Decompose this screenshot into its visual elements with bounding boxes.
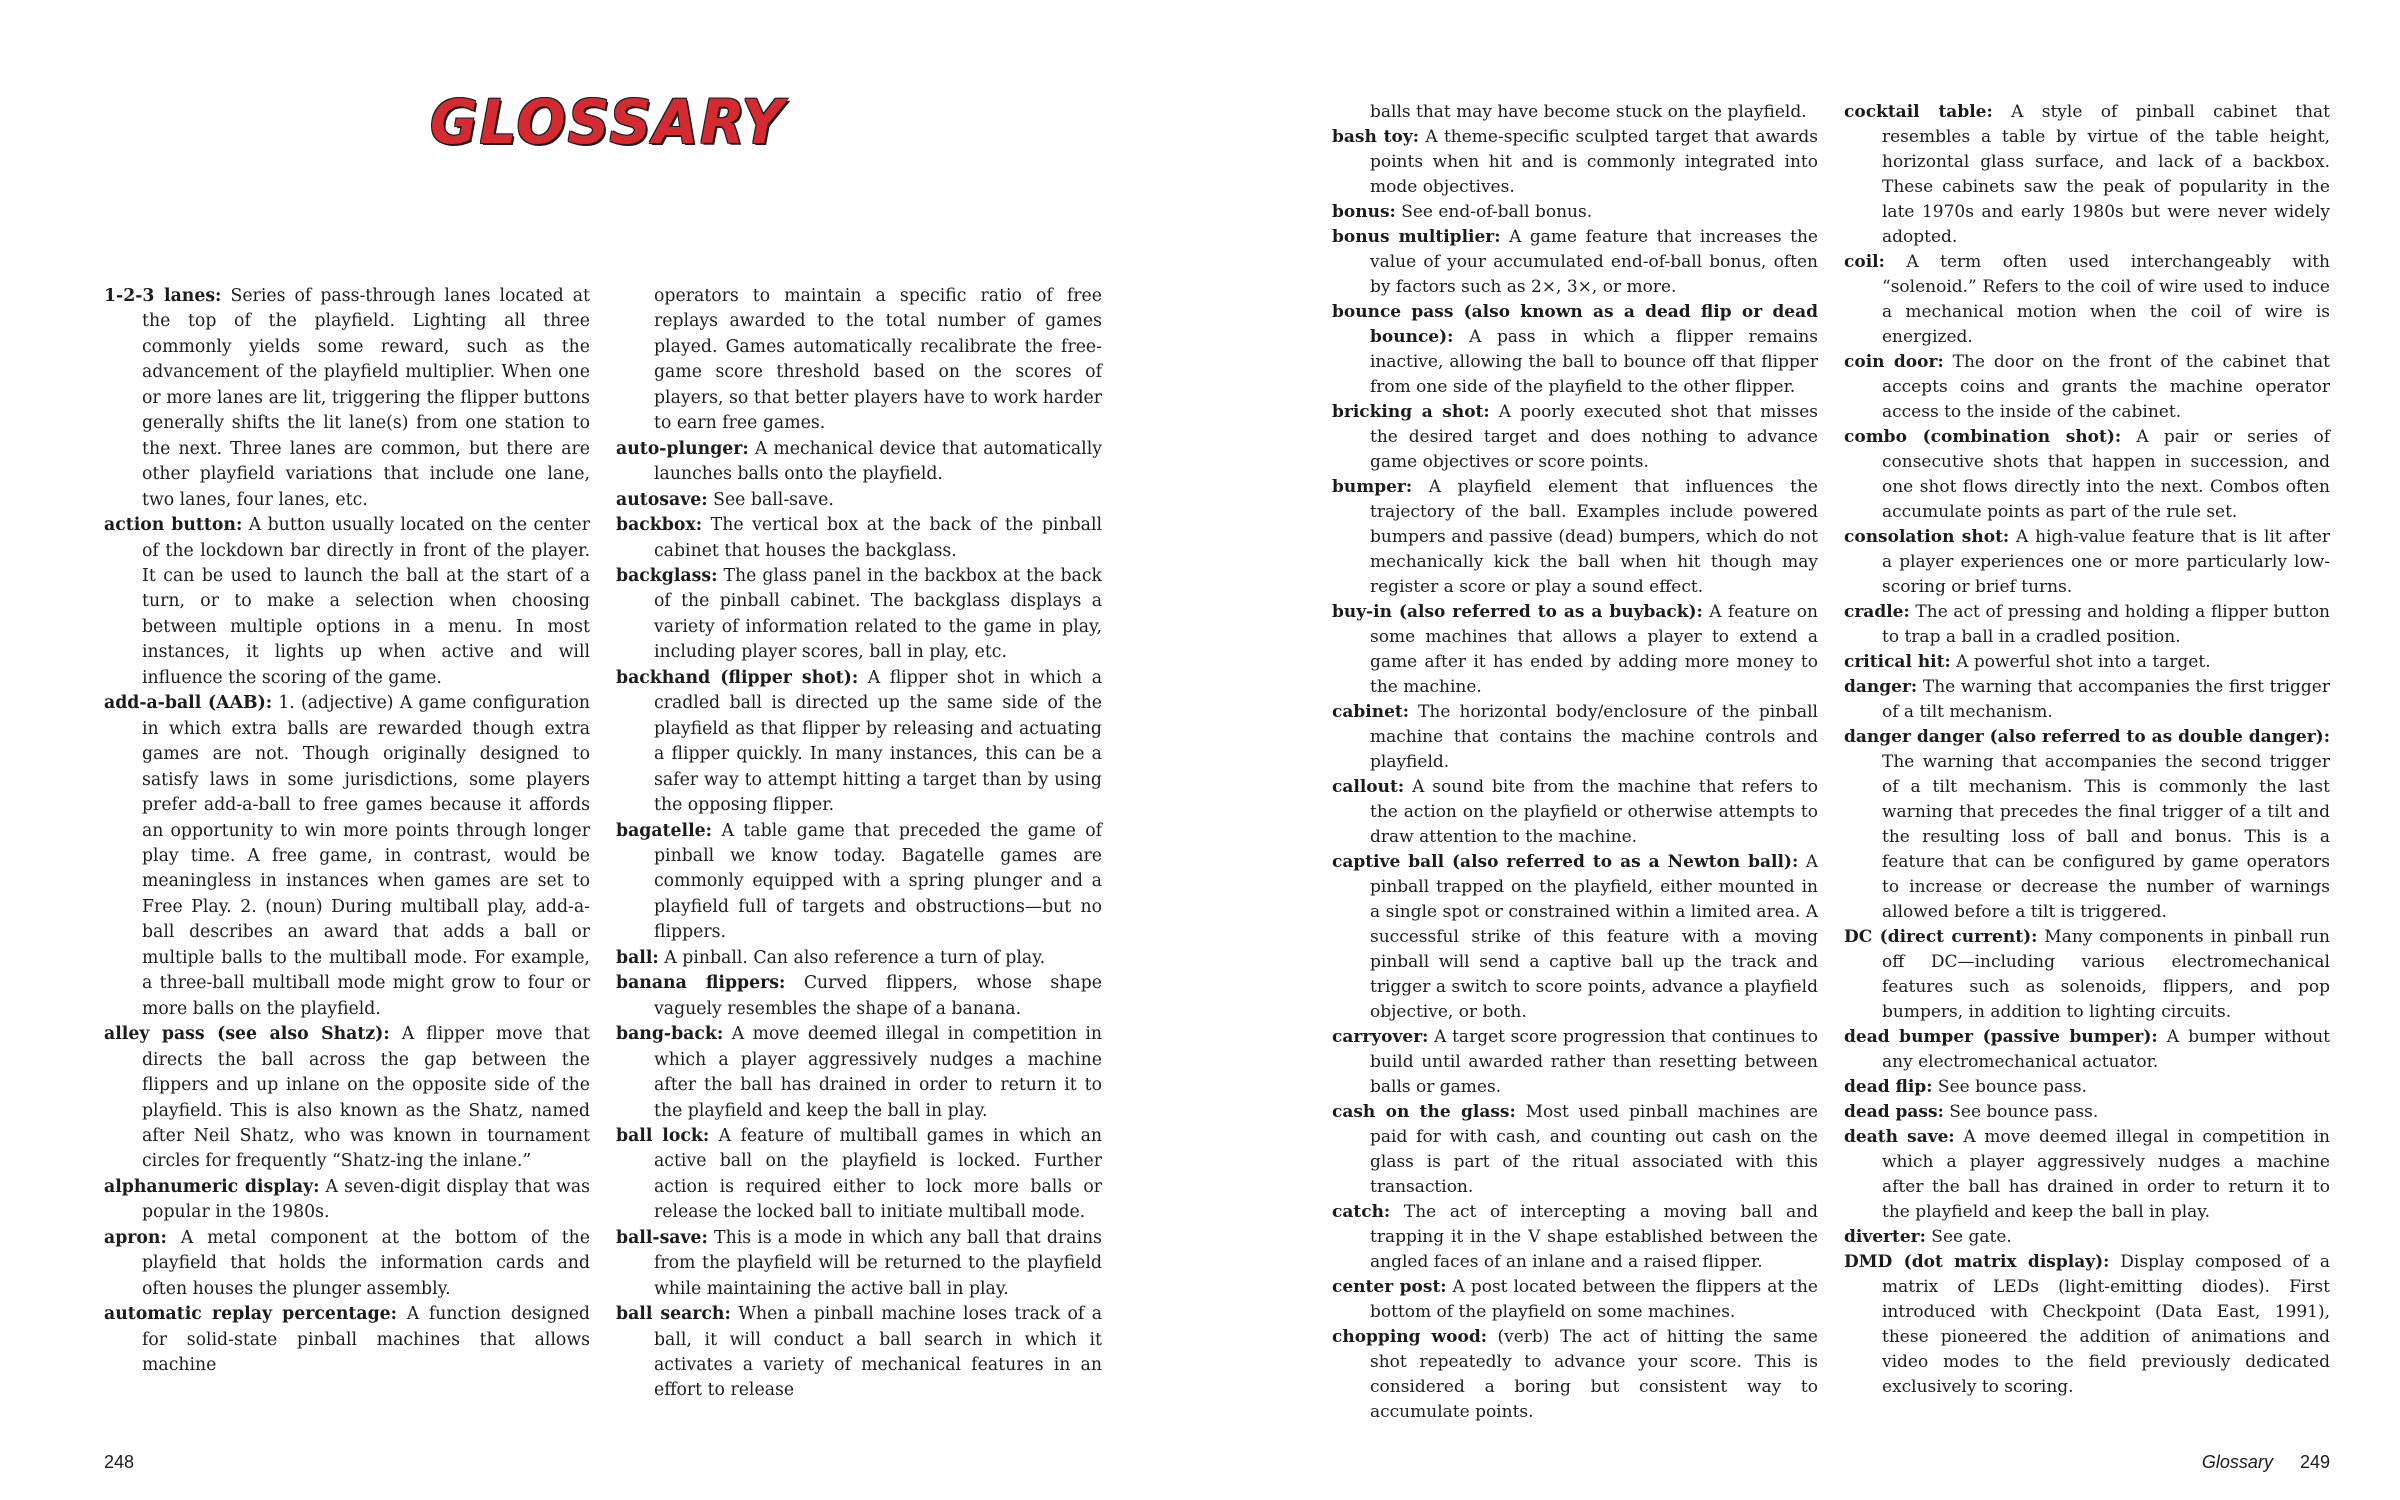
glossary-entry	[1844, 725, 2330, 925]
glossary-entry	[1332, 225, 1818, 300]
glossary-term: dead pass:	[1844, 1102, 1944, 1122]
glossary-entry	[1332, 200, 1818, 225]
glossary-entry	[1844, 1125, 2330, 1225]
glossary-definition: When a pinball machine loses track of a ball, it will conduct a ball search in which it activates a variety of mechanical features in an effort to release	[654, 1304, 1102, 1401]
running-head: Glossary	[2201, 1452, 2273, 1472]
glossary-term: callout:	[1332, 777, 1405, 797]
glossary-term: automatic replay percentage:	[104, 1304, 398, 1325]
glossary-entry	[1332, 1200, 1818, 1275]
glossary-definition: The glass panel in the backbox at the back of the pinball cabinet. The backglass displays a variety of information related to the game in play, including player scores, ball in play, etc.	[654, 565, 1102, 663]
glossary-entry	[616, 1226, 1102, 1302]
glossary-term: combo (combination shot):	[1844, 427, 2122, 447]
page-number-right: 249	[2299, 1452, 2330, 1472]
glossary-entry	[104, 1022, 590, 1175]
right-page	[1200, 0, 2400, 1500]
glossary-definition: Series of pass-through lanes located at the top of the playfield. Lighting all three commonly yields some reward, such as the advancement of the playfield multiplier. When one or more lanes are lit, triggering the flipper buttons generally shifts the lit lane(s) from one station to the next. Three lanes are common, but there are other playfield variations that include one lane, two lanes, four lanes, etc.	[142, 286, 590, 510]
glossary-term: bumper:	[1332, 477, 1413, 497]
glossary-definition: A metal component at the bottom of the playfield that holds the information cards and often houses the plunger assembly.	[142, 1227, 590, 1299]
glossary-definition: A feature on some machines that allows a player to extend a game after it has ended by adding more money to the machine.	[1370, 602, 1818, 697]
glossary-entry	[616, 1124, 1102, 1226]
glossary-term: add-a-ball (AAB):	[104, 693, 273, 714]
glossary-definition: A theme-specific sculpted target that awards points when hit and is commonly integrated into mode objectives.	[1370, 127, 1818, 197]
glossary-definition: See bounce pass.	[1943, 1102, 2099, 1122]
glossary-term: cocktail table:	[1844, 102, 1993, 122]
glossary-definition: The act of pressing and holding a flipper button to trap a ball in a cradled position.	[1882, 602, 2330, 647]
glossary-entry	[1332, 1100, 1818, 1200]
glossary-term: center post:	[1332, 1277, 1447, 1297]
glossary-entry	[616, 666, 1102, 819]
glossary-term: buy-in (also referred to as a buyback):	[1332, 602, 1703, 622]
glossary-entry	[1844, 650, 2330, 675]
glossary-entry	[616, 488, 1102, 513]
column-2	[616, 284, 1102, 1404]
glossary-definition: Many components in pinball run off DC—including various electromechanical features such as solenoids, flippers, and pop bumpers, in addition to lighting circuits.	[1882, 927, 2330, 1022]
glossary-term: cash on the glass:	[1332, 1102, 1516, 1122]
glossary-definition: A table game that preceded the game of pinball we know today. Bagatelle games are commonly equipped with a spring plunger and a playfield full of targets and obstructions—but no flippers.	[654, 820, 1102, 943]
glossary-definition: 1. (adjective) A game configuration in which extra balls are rewarded though extra games are not. Though originally designed to satisfy laws in some jurisdictions, some players prefer add-a-ball to free games because it affords an opportunity to win more points through longer play time. A free game, in contrast, would be meaningless in instances when games are set to Free Play. 2. (noun) During multiball play, add-a-ball describes an award that adds a ball or multiple balls to the multiball mode. For example, a three-ball multiball mode might grow to four or more balls on the playfield.	[142, 693, 590, 1019]
glossary-term: carryover:	[1332, 1027, 1429, 1047]
glossary-term: dead flip:	[1844, 1077, 1933, 1097]
glossary-entry	[616, 819, 1102, 946]
glossary-definition: A term often used interchangeably with “solenoid.” Refers to the coil of wire used to induce a mechanical motion when the coil of wire is energized.	[1882, 252, 2330, 347]
glossary-term: danger:	[1844, 677, 1918, 697]
glossary-entry	[1844, 925, 2330, 1025]
glossary-definition: A high-value feature that is lit after a player experiences one or more particularly low-scoring or brief turns.	[1882, 527, 2331, 597]
glossary-term: danger danger (also referred to as double danger):	[1844, 727, 2330, 747]
glossary-entry	[1844, 250, 2330, 350]
column-1	[104, 284, 590, 1378]
glossary-entry	[1844, 1025, 2330, 1075]
glossary-entry	[104, 1226, 590, 1302]
glossary-entry	[616, 971, 1102, 1022]
glossary-term: cradle:	[1844, 602, 1910, 622]
glossary-definition: The warning that accompanies the second trigger of a tilt mechanism. This is commonly the last warning that precedes the final trigger of a tilt and the resulting loss of ball and bonus. This is a feature that can be configured by game operators to increase or decrease the number of warnings allowed before a tilt is triggered.	[1882, 752, 2330, 922]
glossary-term: bang-back:	[616, 1024, 724, 1045]
glossary-entry	[104, 284, 590, 513]
glossary-definition: A target score progression that continues to build until awarded rather than resetting between balls or games.	[1370, 1027, 1818, 1097]
glossary-term: coil:	[1844, 252, 1885, 272]
glossary-entry	[104, 691, 590, 1022]
glossary-definition: The warning that accompanies the first trigger of a tilt mechanism.	[1882, 677, 2330, 722]
glossary-definition: A function designed for solid-state pinball machines that allows machine	[142, 1304, 590, 1376]
folio-right	[2202, 1452, 2330, 1473]
glossary-definition: A flipper shot in which a cradled ball is directed up the same side of the playfield as that flipper by releasing and actuating a flipper quickly. In many instances, this can be a safer way to attempt hitting a target than by using the opposing flipper.	[654, 667, 1103, 816]
glossary-term: autosave:	[616, 489, 708, 510]
glossary-term: bonus multiplier:	[1332, 227, 1501, 247]
glossary-definition: A pinball. Can also reference a turn of play.	[658, 947, 1046, 968]
glossary-entry	[1332, 125, 1818, 200]
glossary-definition: A pair or series of consecutive shots that happen in succession, and one shot flows directly into the next. Combos often accumulate points as part of the rule set.	[1882, 427, 2330, 522]
glossary-term: cabinet:	[1332, 702, 1410, 722]
glossary-definition: Display composed of a matrix of LEDs (light-emitting diodes). First introduced with Checkpoint (Data East, 1991), these pioneered the addition of animations and video modes to the field previously dedicated exclusively to scoring.	[1882, 1252, 2330, 1397]
glossary-term: bash toy:	[1332, 127, 1420, 147]
glossary-definition: A bumper without any electromechanical actuator.	[1882, 1027, 2330, 1072]
glossary-entry	[1844, 1100, 2330, 1125]
glossary-definition: A pinball trapped on the playfield, either mounted in a single spot or constrained within a limited area. A successful strike of this feature with a moving pinball will send a captive ball up the track and trigger a switch to score points, advance a playfield objective, or both.	[1370, 852, 1818, 1022]
glossary-entry	[616, 437, 1102, 488]
glossary-entry	[1332, 600, 1818, 700]
glossary-entry	[104, 1175, 590, 1226]
column-3	[1332, 100, 1818, 1425]
glossary-entry	[1844, 350, 2330, 425]
glossary-entry	[1332, 1325, 1818, 1425]
glossary-term: consolation shot:	[1844, 527, 2010, 547]
glossary-term: ball lock:	[616, 1125, 710, 1146]
glossary-entry	[1332, 1025, 1818, 1100]
glossary-definition: See ball-save.	[707, 489, 834, 510]
column-4	[1844, 100, 2330, 1400]
glossary-term: action button:	[104, 515, 243, 536]
glossary-term: alphanumeric display:	[104, 1176, 320, 1197]
glossary-entry	[1332, 850, 1818, 1025]
glossary-term: bricking a shot:	[1332, 402, 1490, 422]
glossary-definition: See gate.	[1925, 1227, 2012, 1247]
glossary-entry	[616, 946, 1102, 971]
glossary-definition: A style of pinball cabinet that resembles a table by virtue of the table height, horizontal glass surface, and lack of a backbox. These cabinets saw the peak of popularity in the late 1970s and early 1980s but were never widely adopted.	[1882, 102, 2330, 247]
glossary-term: death save:	[1844, 1127, 1955, 1147]
glossary-entry	[1332, 300, 1818, 400]
glossary-term: bagatelle:	[616, 820, 713, 841]
glossary-term: bounce pass (also known as a dead flip or dead bounce):	[1332, 302, 1818, 347]
glossary-entry	[1844, 425, 2330, 525]
glossary-definition: A poorly executed shot that misses the desired target and does nothing to advance game objectives or score points.	[1370, 402, 1819, 472]
glossary-definition: A button usually located on the center of the lockdown bar directly in front of the player. It can be used to launch the ball at the start of a turn, or to make a selection when choosing between multiple options in a menu. In most instances, it lights up when active and will influence the scoring of the game.	[142, 515, 590, 688]
page-number-left: 248	[104, 1452, 135, 1472]
glossary-entry	[1332, 475, 1818, 600]
glossary-definition: Most used pinball machines are paid for with cash, and counting out cash on the glass is part of the ritual associated with this transaction.	[1370, 1102, 1818, 1197]
glossary-term: ball-save:	[616, 1227, 708, 1248]
glossary-entry	[616, 1302, 1102, 1404]
glossary-entry	[616, 564, 1102, 666]
glossary-entry	[1332, 775, 1818, 850]
glossary-definition: This is a mode in which any ball that drains from the playfield will be returned to the playfield while maintaining the active ball in play.	[654, 1227, 1102, 1299]
continued-definition: operators to maintain a specific ratio of free replays awarded to the total number of games played. Games automatically recalibrate the free-game score threshold based on the scores of players, so that better players have to work harder to earn free games.	[654, 286, 1102, 434]
glossary-definition: A move deemed illegal in competition in which a player aggressively nudges a machine after the ball has drained in order to return it to the playfield and keep the ball in play.	[1882, 1127, 2330, 1222]
glossary-definition: A move deemed illegal in competition in which a player aggressively nudges a machine after the ball has drained in order to return it to the playfield and keep the ball in play.	[654, 1024, 1102, 1121]
glossary-definition: The horizontal body/enclosure of the pinball machine that contains the machine controls and playfield.	[1370, 702, 1818, 772]
continued-definition: balls that may have become stuck on the playfield.	[1370, 102, 1807, 122]
glossary-term: captive ball (also referred to as a Newton ball):	[1332, 852, 1799, 872]
glossary-entry	[1332, 400, 1818, 475]
glossary-term: chopping wood:	[1332, 1327, 1488, 1347]
glossary-entry	[616, 513, 1102, 564]
glossary-entry	[1844, 600, 2330, 650]
glossary-entry	[1844, 1250, 2330, 1400]
glossary-term: backglass:	[616, 565, 718, 586]
glossary-term: ball search:	[616, 1304, 731, 1325]
glossary-definition: A pass in which a flipper remains inactive, allowing the ball to bounce off that flipper from one side of the playfield to the other flipper.	[1370, 327, 1818, 397]
glossary-definition: The act of intercepting a moving ball and trapping it in the V shape established between the angled faces of an inlane and a raised flipper.	[1370, 1202, 1818, 1272]
glossary-term: backbox:	[616, 515, 703, 536]
glossary-entry	[616, 1022, 1102, 1124]
glossary-definition: A mechanical device that automatically launches balls onto the playfield.	[654, 438, 1102, 485]
glossary-term: DC (direct current):	[1844, 927, 2038, 947]
glossary-term: 1-2-3 lanes:	[104, 286, 222, 306]
glossary-term: alley pass (see also Shatz):	[104, 1024, 390, 1045]
glossary-definition: See bounce pass.	[1932, 1077, 2087, 1097]
glossary-definition: A powerful shot into a target.	[1950, 652, 2211, 672]
glossary-definition: A playfield element that influences the trajectory of the ball. Examples include powered bumpers and passive (dead) bumpers, which do not mechanically kick the ball when hit though may register a score or play a sound effect.	[1370, 477, 1818, 597]
glossary-term: backhand (flipper shot):	[616, 667, 859, 688]
glossary-definition: The door on the front of the cabinet that accepts coins and grants the machine operator access to the inside of the cabinet.	[1882, 352, 2330, 422]
glossary-definition: A sound bite from the machine that refers to the action on the playfield or otherwise attempts to draw attention to the machine.	[1370, 777, 1818, 847]
glossary-entry	[1332, 1275, 1818, 1325]
glossary-term: critical hit:	[1844, 652, 1951, 672]
glossary-term: coin door:	[1844, 352, 1944, 372]
glossary-definition: A seven-digit display that was popular in the 1980s.	[142, 1176, 590, 1223]
glossary-entry	[104, 513, 590, 691]
glossary-term: apron:	[104, 1227, 167, 1248]
glossary-definition: The vertical box at the back of the pinball cabinet that houses the backglass.	[654, 515, 1102, 561]
glossary-entry	[1844, 525, 2330, 600]
glossary-definition: A flipper move that directs the ball across the gap between the flippers and up inlane on the opposite side of the playfield. This is also known as the Shatz, named after Neil Shatz, who was known in tournament circles for frequently “Shatz-ing the inlane.”	[142, 1024, 590, 1172]
glossary-entry	[1844, 675, 2330, 725]
glossary-term: catch:	[1332, 1202, 1391, 1222]
glossary-definition: See end-of-ball bonus.	[1395, 202, 1593, 222]
glossary-term: ball:	[616, 947, 659, 968]
glossary-entry	[104, 1302, 590, 1378]
glossary-entry	[1844, 1225, 2330, 1250]
glossary-term: banana flippers:	[616, 973, 786, 994]
glossary-entry	[1844, 100, 2330, 250]
glossary-entry	[1844, 1075, 2330, 1100]
glossary-definition: (verb) The act of hitting the same shot repeatedly to advance your score. This is considered a boring but consistent way to accumulate points.	[1370, 1327, 1818, 1422]
glossary-entry	[1332, 700, 1818, 775]
page-title: GLOSSARY	[430, 86, 786, 158]
glossary-definition: A game feature that increases the value of your accumulated end-of-ball bonus, often by factors such as 2×, 3×, or more.	[1370, 227, 1818, 297]
glossary-term: DMD (dot matrix display):	[1844, 1252, 2110, 1272]
glossary-definition: Curved flippers, whose shape vaguely resembles the shape of a banana.	[654, 973, 1102, 1019]
glossary-term: dead bumper (passive bumper):	[1844, 1027, 2158, 1047]
glossary-term: bonus:	[1332, 202, 1396, 222]
glossary-term: diverter:	[1844, 1227, 1926, 1247]
glossary-term: auto-plunger:	[616, 438, 749, 459]
glossary-definition: A feature of multiball games in which an active ball on the playfield is locked. Further action is required either to lock more balls or release the locked ball to initiate multiball mode.	[654, 1125, 1102, 1223]
glossary-definition: A post located between the flippers at the bottom of the playfield on some machines.	[1370, 1277, 1818, 1322]
